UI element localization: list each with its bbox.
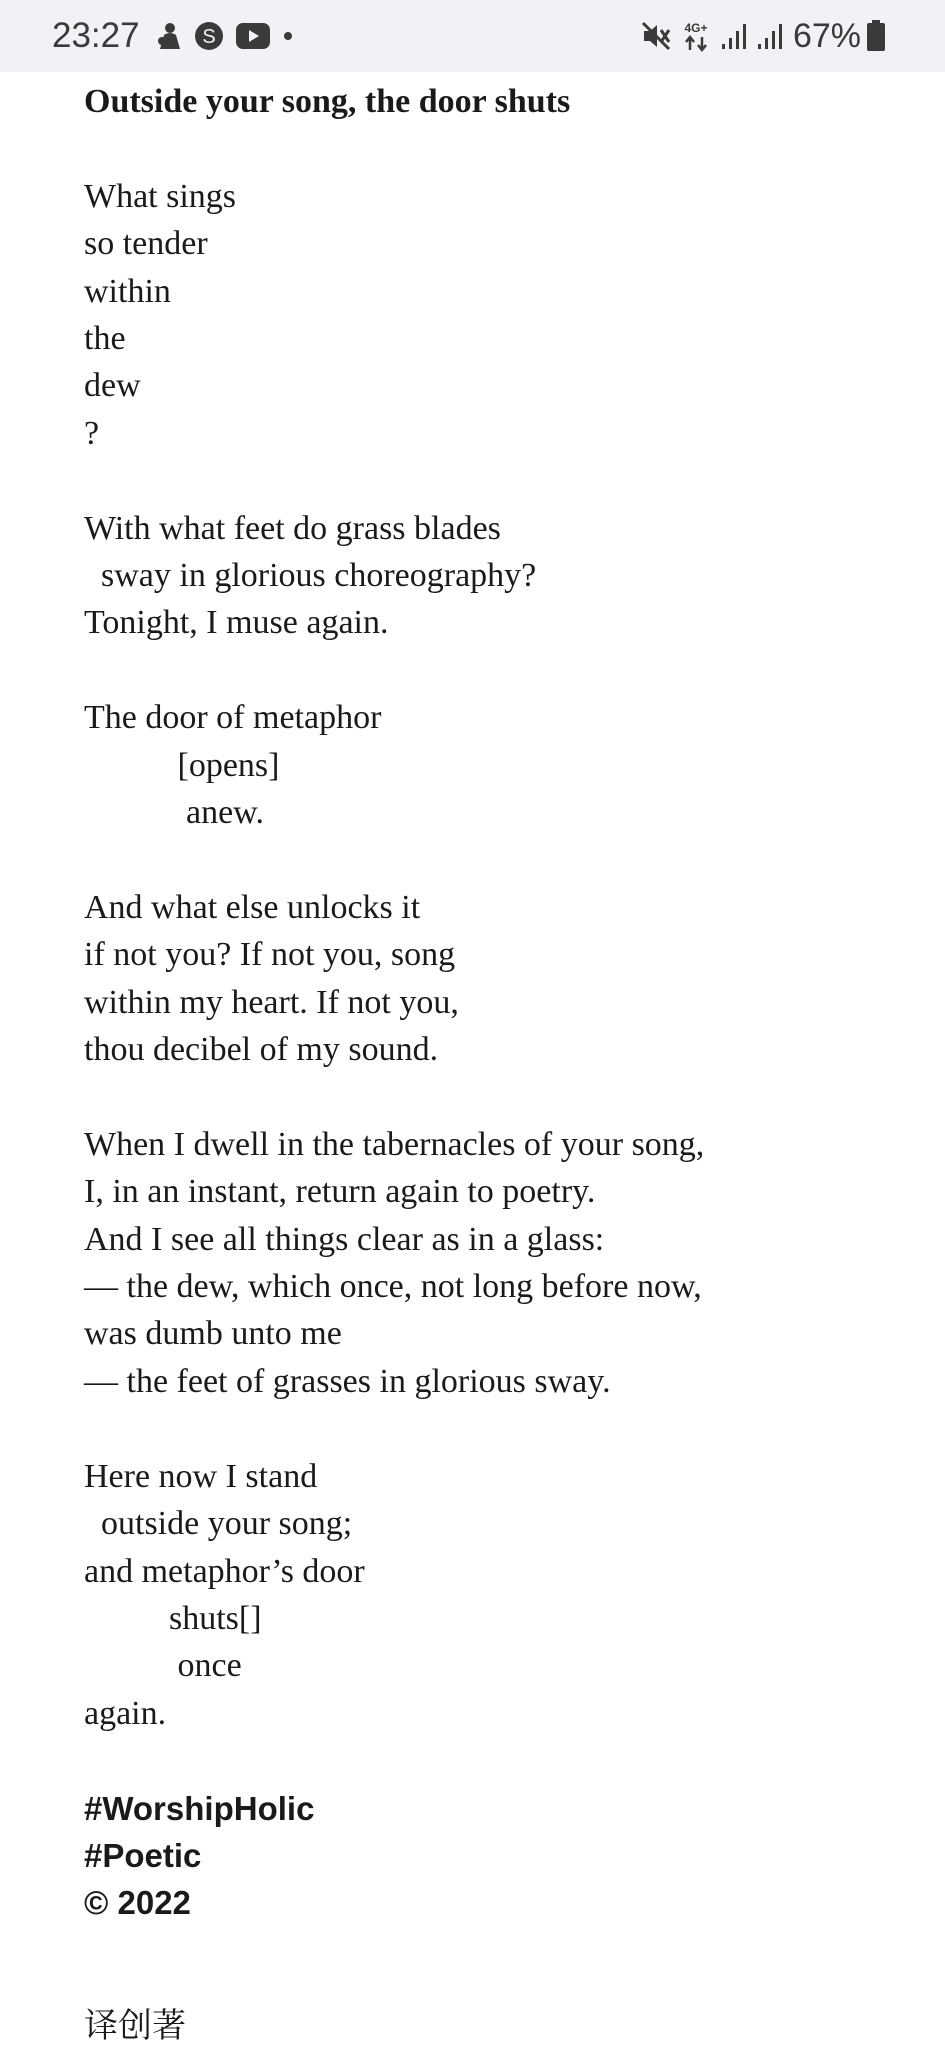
- poem-line: thou decibel of my sound.: [84, 1031, 439, 1069]
- poem-line: outside your song;: [84, 1505, 353, 1543]
- battery-icon: [867, 20, 885, 52]
- poem-line: within: [84, 272, 171, 310]
- poem-line: [84, 125, 904, 172]
- s-app-icon: [194, 21, 224, 51]
- poem-line: ?: [84, 414, 100, 452]
- poem-line: The door of metaphor: [84, 699, 382, 737]
- status-bar-right: [641, 17, 895, 56]
- poem-line: And what else unlocks it: [84, 888, 421, 926]
- poem-line: What sings: [84, 177, 237, 215]
- cutoff-text: [84, 2007, 186, 2048]
- poem-line: When I dwell in the tabernacles of your song,: [84, 1125, 705, 1163]
- youtube-icon: [236, 23, 270, 49]
- signal-icon: [757, 22, 783, 50]
- poem-line: was dumb unto me: [84, 1315, 342, 1353]
- poem-line: Here now I stand: [84, 1457, 318, 1495]
- poem-line: shuts[]: [84, 1599, 262, 1637]
- poem-content: [84, 78, 904, 1927]
- poem-line: if not you? If not you, song: [84, 936, 456, 974]
- person-notification-icon: [156, 21, 182, 51]
- status-time: 23:27: [52, 16, 140, 55]
- poem-line: [84, 1737, 904, 1784]
- more-dot-icon: [282, 30, 294, 42]
- poem-line: [opens]: [84, 746, 280, 784]
- poem-line: once: [84, 1647, 242, 1685]
- poem-line: Tonight, I muse again.: [84, 604, 389, 642]
- poem-line: anew.: [84, 794, 265, 832]
- poem-line: — the dew, which once, not long before now,: [84, 1268, 702, 1306]
- poem-line: And I see all things clear as in a glass:: [84, 1220, 605, 1258]
- poem-line: sway in glorious choreography?: [84, 557, 537, 595]
- poem-line: the: [84, 320, 126, 358]
- network-type-label: 4G+: [684, 21, 708, 35]
- poem-line: I, in an instant, return again to poetry.: [84, 1173, 596, 1211]
- battery-percent: 67%: [792, 16, 861, 55]
- poem-line: within my heart. If not you,: [84, 983, 459, 1021]
- poem-title: Outside your song, the door shuts: [84, 83, 571, 120]
- poem-line: [84, 457, 904, 504]
- poem-line: [84, 1073, 904, 1120]
- data-arrows-icon: [681, 20, 711, 52]
- cutoff-text-label: 译创著: [84, 2007, 186, 2045]
- poem-line: dew: [84, 367, 141, 405]
- status-bar-left: [52, 16, 306, 56]
- hashtag-poetic: #Poetic: [84, 1836, 202, 1874]
- poem-line: With what feet do grass blades: [84, 509, 501, 547]
- mute-icon: [641, 21, 671, 51]
- hashtag-worshipholic: #WorshipHolic: [84, 1789, 315, 1827]
- poem-line: and metaphor’s door: [84, 1552, 365, 1590]
- svg-text:S: S: [201, 26, 216, 48]
- poem-line: [84, 1405, 904, 1452]
- poem-line: — the feet of grasses in glorious sway.: [84, 1362, 611, 1400]
- copyright-notice: © 2022: [84, 1884, 191, 1922]
- poem-line: again.: [84, 1694, 167, 1732]
- signal-icon: [721, 22, 747, 50]
- poem-line: [84, 647, 904, 694]
- poem-line: [84, 836, 904, 883]
- poem-line: so tender: [84, 225, 208, 263]
- status-bar: [0, 0, 945, 72]
